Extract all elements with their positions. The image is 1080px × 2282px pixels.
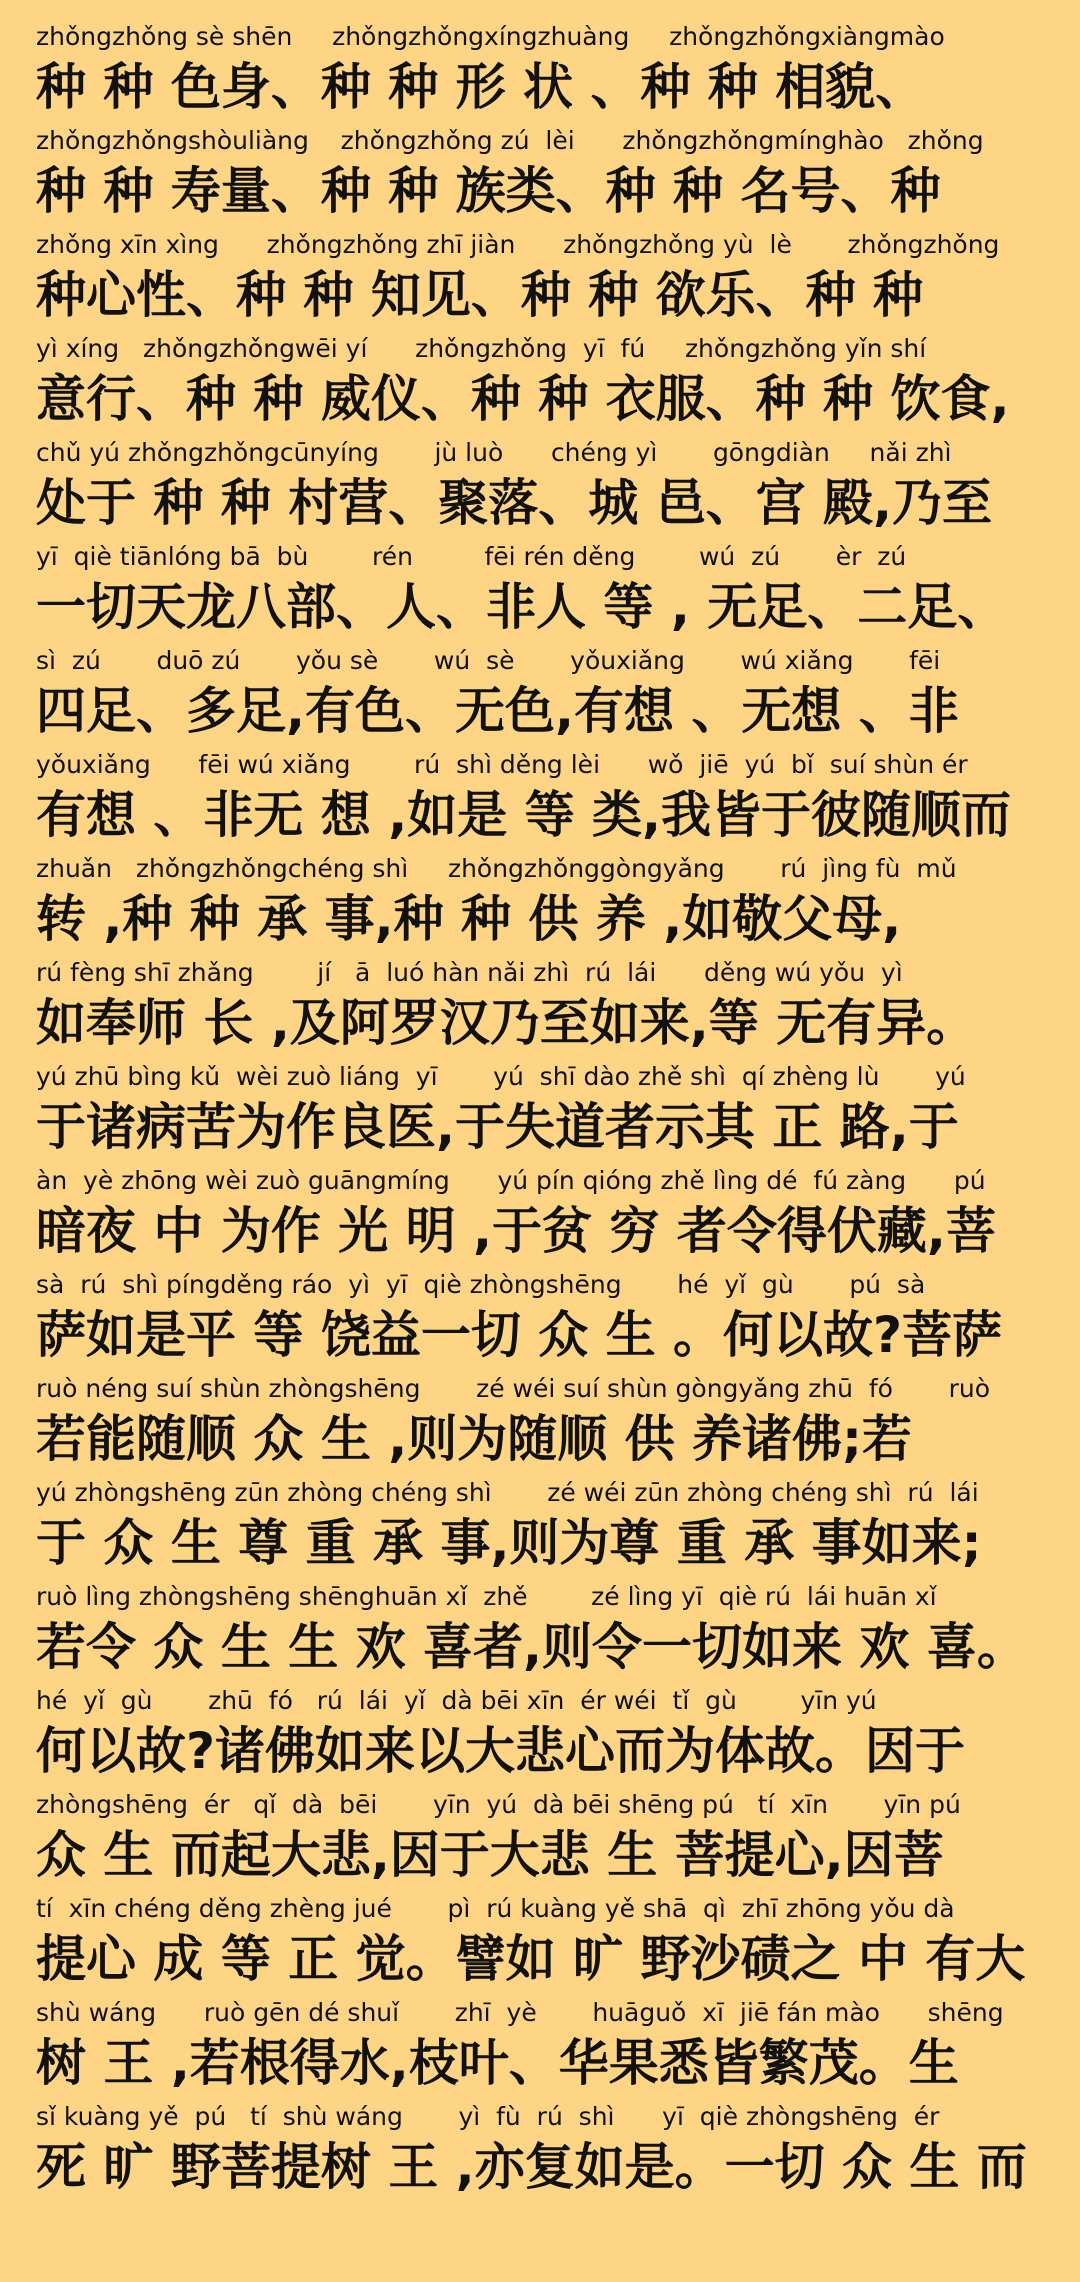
text-line [36, 1996, 1044, 2100]
text-line [36, 1372, 1044, 1476]
text-line [36, 1476, 1044, 1580]
pinyin-line: yú zhòngshēng zūn zhòng chéng shì zé wéi zūn zhòng chéng shì rú lái [36, 1478, 979, 1507]
pinyin-line: sì zú duō zú yǒu sè wú sè yǒuxiǎng wú xiǎng fēi [36, 646, 941, 675]
hanzi-line: 死 旷 野菩提树 王 ,亦复如是。一切 众 生 而 [36, 2138, 1027, 2196]
text-line [36, 1684, 1044, 1788]
text-line [36, 852, 1044, 956]
text-line [36, 124, 1044, 228]
text-line [36, 748, 1044, 852]
hanzi-line: 何以故?诸佛如来以大悲心而为体故。因于 [36, 1722, 966, 1780]
pinyin-line: yú zhū bìng kǔ wèi zuò liáng yī yú shī dào zhě shì qí zhèng lù yú [36, 1062, 966, 1091]
text-line [36, 1580, 1044, 1684]
pinyin-line: zhuǎn zhǒngzhǒngchéng shì zhǒngzhǒnggòngyǎng rú jìng fù mǔ [36, 854, 957, 883]
pinyin-line: zhǒngzhǒngshòuliàng zhǒngzhǒng zú lèi zhǒngzhǒngmínghào zhǒng [36, 126, 984, 155]
hanzi-line: 一切天龙八部、人、非人 等 , 无足、二足、 [36, 578, 1008, 636]
text-line [36, 540, 1044, 644]
pinyin-line: ruò lìng zhòngshēng shēnghuān xǐ zhě zé lìng yī qiè rú lái huān xǐ [36, 1582, 937, 1611]
text-line [36, 2100, 1044, 2204]
hanzi-line: 萨如是平 等 饶益一切 众 生 。何以故?菩萨 [36, 1306, 1003, 1364]
pinyin-line: yì xíng zhǒngzhǒngwēi yí zhǒngzhǒng yī fú zhǒngzhǒng yǐn shí [36, 334, 927, 363]
hanzi-line: 种心性、种 种 知见、种 种 欲乐、种 种 [36, 266, 924, 324]
hanzi-line: 若能随顺 众 生 ,则为随顺 供 养诸佛;若 [36, 1410, 913, 1468]
text-line [36, 1164, 1044, 1268]
pinyin-line: sà rú shì píngděng ráo yì yī qiè zhòngshēng hé yǐ gù pú sà [36, 1270, 926, 1299]
hanzi-line: 有想 、非无 想 ,如是 等 类,我皆于彼随顺而 [36, 786, 1012, 844]
hanzi-line: 于诸病苦为作良医,于失道者示其 正 路,于 [36, 1098, 959, 1156]
pinyin-line: àn yè zhōng wèi zuò guāngmíng yú pín qióng zhě lìng dé fú zàng pú [36, 1166, 986, 1195]
hanzi-line: 提心 成 等 正 觉。譬如 旷 野沙碛之 中 有大 [36, 1930, 1026, 1988]
hanzi-line: 意行、种 种 威仪、种 种 衣服、种 种 饮食, [36, 370, 1010, 428]
text-line [36, 1268, 1044, 1372]
pinyin-line: chǔ yú zhǒngzhǒngcūnyíng jù luò chéng yì gōngdiàn nǎi zhì [36, 438, 952, 467]
hanzi-line: 若令 众 生 生 欢 喜者,则令一切如来 欢 喜。 [36, 1618, 1027, 1676]
pinyin-line: rú fèng shī zhǎng jí ā luó hàn nǎi zhì rú lái děng wú yǒu yì [36, 958, 903, 987]
pinyin-line: yǒuxiǎng fēi wú xiǎng rú shì děng lèi wǒ jiē yú bǐ suí shùn ér [36, 750, 968, 779]
text-line [36, 332, 1044, 436]
text-line [36, 956, 1044, 1060]
hanzi-line: 种 种 寿量、种 种 族类、种 种 名号、种 [36, 162, 941, 220]
text-line [36, 1788, 1044, 1892]
pinyin-line: zhòngshēng ér qǐ dà bēi yīn yú dà bēi shēng pú tí xīn yīn pú [36, 1790, 961, 1819]
text-line [36, 1892, 1044, 1996]
pinyin-line: sǐ kuàng yě pú tí shù wáng yì fù rú shì yī qiè zhòngshēng ér [36, 2102, 940, 2131]
hanzi-line: 树 王 ,若根得水,枝叶、华果悉皆繁茂。生 [36, 2034, 959, 2092]
hanzi-line: 众 生 而起大悲,因于大悲 生 菩提心,因菩 [36, 1826, 944, 1884]
hanzi-line: 于 众 生 尊 重 承 事,则为尊 重 承 事如来; [36, 1514, 982, 1572]
hanzi-line: 种 种 色身、种 种 形 状 、种 种 相貌、 [36, 58, 926, 116]
text-line [36, 228, 1044, 332]
text-line [36, 644, 1044, 748]
pinyin-line: ruò néng suí shùn zhòngshēng zé wéi suí shùn gòngyǎng zhū fó ruò [36, 1374, 991, 1403]
hanzi-line: 暗夜 中 为作 光 明 ,于贫 穷 者令得伏藏,菩 [36, 1202, 996, 1260]
pinyin-line: tí xīn chéng děng zhèng jué pì rú kuàng yě shā qì zhī zhōng yǒu dà [36, 1894, 955, 1923]
text-line [36, 436, 1044, 540]
hanzi-line: 如奉师 长 ,及阿罗汉乃至如来,等 无有异。 [36, 994, 977, 1052]
text-line [36, 20, 1044, 124]
pinyin-line: zhǒngzhǒng sè shēn zhǒngzhǒngxíngzhuàng zhǒngzhǒngxiàngmào [36, 22, 945, 51]
hanzi-line: 转 ,种 种 承 事,种 种 供 养 ,如敬父母, [36, 890, 902, 948]
text-line [36, 1060, 1044, 1164]
hanzi-line: 四足、多足,有色、无色,有想 、无想 、非 [36, 682, 959, 740]
pinyin-line: shù wáng ruò gēn dé shuǐ zhī yè huāguǒ xī jiē fán mào shēng [36, 1998, 1004, 2027]
hanzi-line: 处于 种 种 村营、聚落、城 邑、宫 殿,乃至 [36, 474, 993, 532]
pinyin-line: hé yǐ gù zhū fó rú lái yǐ dà bēi xīn ér wéi tǐ gù yīn yú [36, 1686, 877, 1715]
pinyin-line: yī qiè tiānlóng bā bù rén fēi rén děng wú zú èr zú [36, 542, 907, 571]
pinyin-line: zhǒng xīn xìng zhǒngzhǒng zhī jiàn zhǒngzhǒng yù lè zhǒngzhǒng [36, 230, 1000, 259]
